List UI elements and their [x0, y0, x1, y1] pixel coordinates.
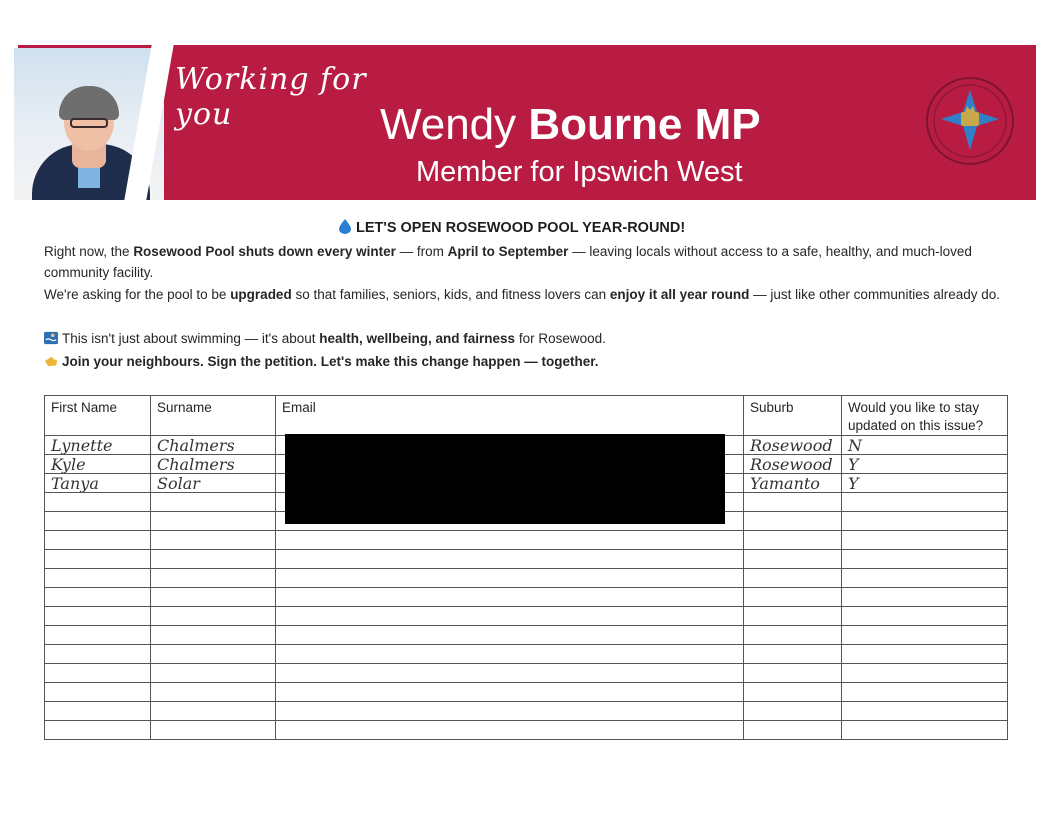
cell-first-name[interactable] [45, 721, 151, 740]
swimmer-icon [44, 331, 58, 345]
mp-name [380, 100, 820, 150]
cell-suburb[interactable] [744, 664, 842, 683]
cell-updates[interactable] [842, 512, 1008, 531]
cell-email[interactable] [276, 626, 744, 645]
cell-updates[interactable] [842, 493, 1008, 512]
table-row [45, 702, 1008, 721]
cell-updates[interactable] [842, 626, 1008, 645]
cell-email[interactable] [276, 683, 744, 702]
cell-surname[interactable] [151, 531, 276, 550]
header-email: Email [276, 396, 744, 436]
cell-suburb[interactable] [744, 512, 842, 531]
cell-first-name[interactable] [45, 588, 151, 607]
cell-updates[interactable] [842, 588, 1008, 607]
cell-email[interactable] [276, 702, 744, 721]
paragraph-fairness: This isn't just about swimming — it's about health, wellbeing, and fairness for Rosewood. [44, 328, 1014, 349]
cell-surname[interactable]: Chalmers [151, 436, 276, 455]
cell-surname[interactable] [151, 588, 276, 607]
electorate-title: Member for Ipswich West [416, 156, 743, 188]
cell-suburb[interactable] [744, 569, 842, 588]
cell-surname[interactable] [151, 493, 276, 512]
redaction-block [285, 434, 725, 524]
table-row [45, 588, 1008, 607]
cell-surname[interactable] [151, 664, 276, 683]
cell-updates[interactable] [842, 664, 1008, 683]
cell-first-name[interactable] [45, 645, 151, 664]
cell-first-name[interactable] [45, 702, 151, 721]
cell-updates[interactable] [842, 607, 1008, 626]
cell-first-name[interactable] [45, 607, 151, 626]
cell-suburb[interactable] [744, 588, 842, 607]
table-row [45, 531, 1008, 550]
cell-surname[interactable] [151, 550, 276, 569]
crest-logo [925, 76, 1015, 166]
cell-surname[interactable]: Solar [151, 474, 276, 493]
cell-updates[interactable] [842, 702, 1008, 721]
cell-surname[interactable] [151, 645, 276, 664]
cell-suburb[interactable] [744, 721, 842, 740]
cell-email[interactable] [276, 550, 744, 569]
cell-surname[interactable] [151, 626, 276, 645]
cell-email[interactable] [276, 531, 744, 550]
cell-first-name[interactable] [45, 683, 151, 702]
cell-updates[interactable] [842, 645, 1008, 664]
cell-email[interactable] [276, 645, 744, 664]
cell-suburb[interactable]: Yamanto [744, 474, 842, 493]
cell-email[interactable] [276, 569, 744, 588]
cell-surname[interactable] [151, 512, 276, 531]
paragraph-request: We're asking for the pool to be upgraded so that families, seniors, kids, and fitness lovers can enjoy it all year round — just like other communities already do. [44, 287, 1000, 302]
cell-surname[interactable]: Chalmers [151, 455, 276, 474]
cell-updates[interactable] [842, 721, 1008, 740]
cell-suburb[interactable] [744, 607, 842, 626]
table-row [45, 626, 1008, 645]
table-row [45, 550, 1008, 569]
cell-surname[interactable] [151, 702, 276, 721]
table-row [45, 645, 1008, 664]
cell-suburb[interactable] [744, 683, 842, 702]
cell-suburb[interactable] [744, 626, 842, 645]
mp-first-name: Wendy [380, 100, 529, 149]
cell-updates[interactable] [842, 569, 1008, 588]
paragraph-closure: Right now, the Rosewood Pool shuts down every winter — from April to September — leaving locals without access to a safe, healthy, and much-loved community facility. [44, 244, 972, 280]
cell-first-name[interactable] [45, 531, 151, 550]
mp-last-name: Bourne MP [528, 100, 761, 149]
cell-suburb[interactable] [744, 531, 842, 550]
cell-updates[interactable]: Y [842, 455, 1008, 474]
cell-first-name[interactable] [45, 493, 151, 512]
cell-first-name[interactable] [45, 626, 151, 645]
tagline: Working for you [175, 62, 367, 132]
cell-updates[interactable] [842, 531, 1008, 550]
water-drop-icon [338, 218, 352, 234]
cell-first-name[interactable]: Tanya [45, 474, 151, 493]
cell-first-name[interactable] [45, 550, 151, 569]
header-suburb: Suburb [744, 396, 842, 436]
pointing-hand-icon [44, 354, 58, 368]
paragraph-call-to-action: Join your neighbours. Sign the petition. Let's make this change happen — together. [44, 351, 1014, 372]
cell-email[interactable] [276, 607, 744, 626]
table-row [45, 607, 1008, 626]
table-row [45, 569, 1008, 588]
cell-suburb[interactable] [744, 645, 842, 664]
cell-first-name[interactable] [45, 569, 151, 588]
cell-first-name[interactable] [45, 512, 151, 531]
table-row [45, 683, 1008, 702]
cell-surname[interactable] [151, 721, 276, 740]
cell-surname[interactable] [151, 569, 276, 588]
cell-surname[interactable] [151, 607, 276, 626]
cell-suburb[interactable] [744, 493, 842, 512]
cell-updates[interactable]: N [842, 436, 1008, 455]
cell-email[interactable] [276, 588, 744, 607]
cell-first-name[interactable] [45, 664, 151, 683]
header-first-name: First Name [45, 396, 151, 436]
cell-suburb[interactable] [744, 702, 842, 721]
table-row [45, 721, 1008, 740]
table-header-row [45, 396, 1008, 436]
cell-surname[interactable] [151, 683, 276, 702]
table-row [45, 664, 1008, 683]
cell-updates[interactable] [842, 550, 1008, 569]
cell-suburb[interactable] [744, 550, 842, 569]
cell-first-name[interactable]: Kyle [45, 455, 151, 474]
cell-email[interactable] [276, 664, 744, 683]
cell-updates[interactable]: Y [842, 474, 1008, 493]
cell-first-name[interactable]: Lynette [45, 436, 151, 455]
header-surname: Surname [151, 396, 276, 436]
petition-headline: LET'S OPEN ROSEWOOD POOL YEAR-ROUND! [338, 218, 738, 236]
cell-updates[interactable] [842, 683, 1008, 702]
header-updates: Would you like to stay updated on this issue? [842, 396, 1008, 436]
cell-suburb[interactable]: Rosewood [744, 455, 842, 474]
cell-email[interactable] [276, 721, 744, 740]
cell-suburb[interactable]: Rosewood [744, 436, 842, 455]
